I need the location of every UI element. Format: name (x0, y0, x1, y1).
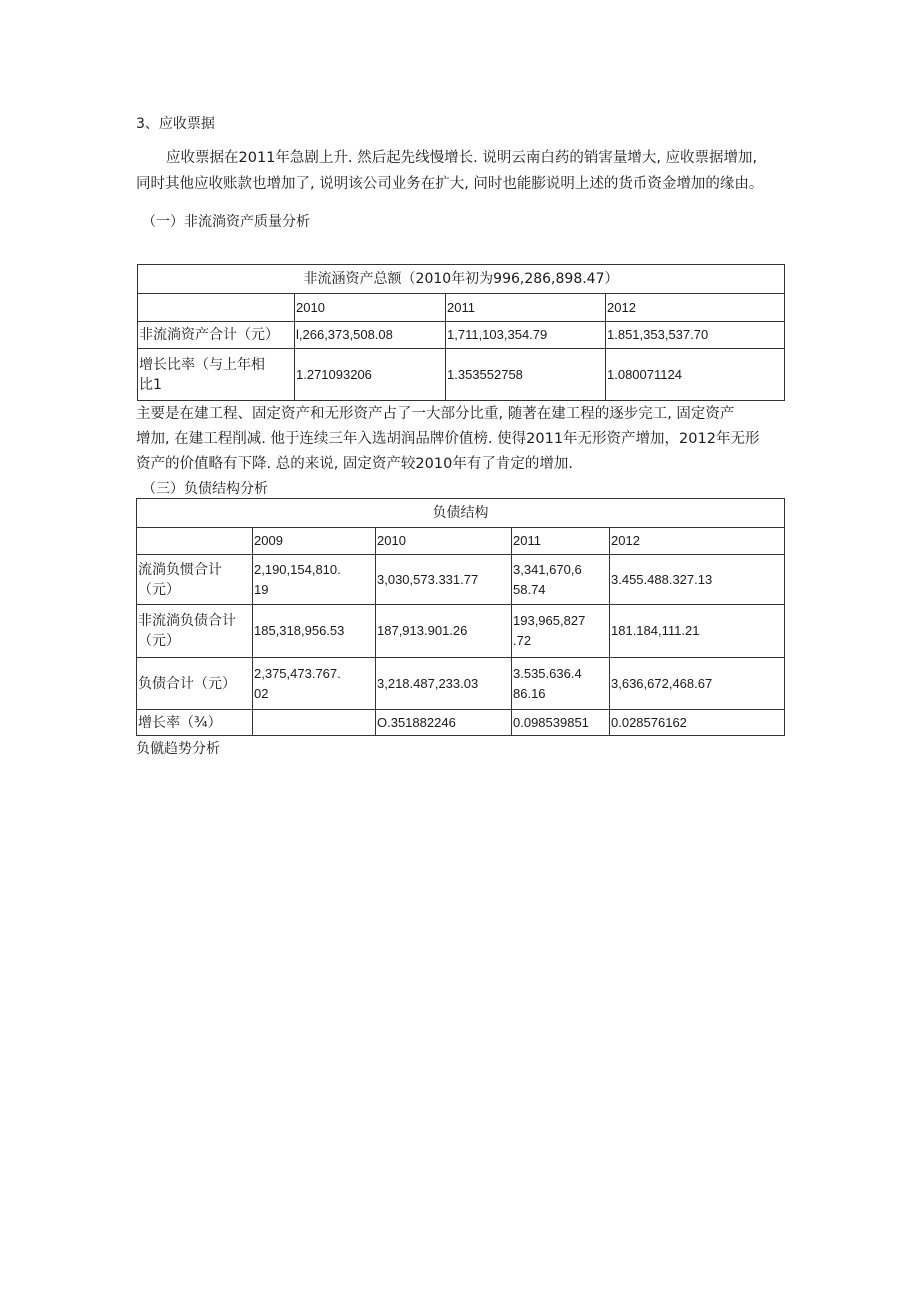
table-row (138, 322, 785, 349)
year-header: 2012 (610, 528, 785, 555)
table-title: 负债结构 (137, 499, 785, 528)
table-cell (253, 555, 376, 605)
table-cell: 3,030,573.331.77 (376, 555, 512, 605)
cell-line: 02 (254, 685, 269, 701)
cell-line: 19 (254, 581, 269, 597)
cell-line: 3,341,670,6 (513, 561, 582, 577)
table-cell: O.351882246 (376, 710, 512, 736)
table-cell: 1.271093206 (295, 349, 446, 401)
table-cell (512, 658, 610, 710)
table-row (137, 658, 785, 710)
noncurrent-assets-table (137, 264, 785, 401)
table-cell: 1.851,353,537.70 (606, 322, 785, 349)
cell-line: 86.16 (513, 685, 546, 701)
year-header: 2012 (606, 294, 785, 322)
paragraph-line: 应收票据在2011年急剧上升. 然后起先线慢增长. 说明云南白药的销害量增大, 应收票据增加, (166, 150, 758, 166)
table-cell (512, 605, 610, 658)
table-cell: 0.098539851 (512, 710, 610, 736)
table-row (138, 349, 785, 401)
table-corner-cell (138, 294, 295, 322)
year-header: 2009 (253, 528, 376, 555)
table-cell: 1.353552758 (446, 349, 606, 401)
row-label: 负债合计（元） (137, 658, 253, 710)
row-label: 非流淌资产合计（元） (138, 322, 295, 349)
section-heading-noncurrent-assets: （一）非流淌资产质量分析 (142, 214, 310, 230)
table-cell: 3.455.488.327.13 (610, 555, 785, 605)
table-cell: 181.184,111.21 (610, 605, 785, 658)
row-label (137, 605, 253, 658)
cell-line: 193,965,827 (513, 613, 586, 628)
table-cell (253, 658, 376, 710)
table-row (137, 710, 785, 736)
cell-line: 3.535.636.4 (513, 665, 582, 681)
row-label-line: 增长比率（与上年相 (139, 356, 265, 373)
table-title: 非流涵资产总额（2010年初为996,286,898.47） (138, 265, 785, 294)
table-cell: 185,318,956.53 (253, 605, 376, 658)
row-label (138, 349, 295, 401)
cell-line: 2,190,154,810. (254, 561, 341, 577)
row-label: 增长率（¾） (137, 710, 253, 736)
table-cell (512, 555, 610, 605)
table-cell: 0.028576162 (610, 710, 785, 736)
year-header: 2011 (512, 528, 610, 555)
year-header: 2011 (446, 294, 606, 322)
cell-line: 2,375,473.767. (254, 665, 341, 681)
paragraph-line: 资产的价值略有下降. 总的来说, 固定资产较2010年有了肯定的增加. (136, 456, 573, 472)
paragraph-line: 同时其他应收账款也增加了, 说明该公司业务在扩大, 问时也能膨说明上述的货币资金增加的缘由。 (136, 176, 764, 192)
row-label-line: （元） (138, 581, 180, 598)
cell-line: .72 (513, 633, 532, 648)
row-label-line: 非流淌负债合计 (138, 613, 236, 629)
year-header: 2010 (376, 528, 512, 555)
table-corner-cell (137, 528, 253, 555)
paragraph-line: 增加, 在建工程削减. 他于连续三年入选胡润品牌价值榜. 使得2011年无形资产增加，2012年无形 (136, 431, 760, 447)
row-label-line: （元） (138, 633, 180, 649)
table-row (137, 555, 785, 605)
paragraph-line: 主要是在建工程、固定资产和无形资产占了一大部分比重, 随著在建工程的逐步完工, 固定资产 (136, 406, 735, 422)
section-heading-notes-receivable: 3、应收票据 (136, 116, 215, 132)
table-cell: l,266,373,508.08 (295, 322, 446, 349)
year-header: 2010 (295, 294, 446, 322)
table-cell: 1,711,103,354.79 (446, 322, 606, 349)
row-label-line: 比1 (139, 376, 162, 393)
section-heading-liability-trend: 负僦趋势分析 (136, 741, 220, 757)
section-heading-liability-structure: （三）负债结构分析 (142, 481, 268, 497)
table-cell: 1.080071124 (606, 349, 785, 401)
table-cell: 187,913.901.26 (376, 605, 512, 658)
table-cell: 3,636,672,468.67 (610, 658, 785, 710)
cell-line: 58.74 (513, 581, 546, 597)
row-label (137, 555, 253, 605)
table-row (137, 605, 785, 658)
table-cell (253, 710, 376, 736)
row-label-line: 流淌负惯合计 (138, 561, 222, 578)
table-cell: 3,218.487,233.03 (376, 658, 512, 710)
liability-structure-table (136, 498, 785, 736)
